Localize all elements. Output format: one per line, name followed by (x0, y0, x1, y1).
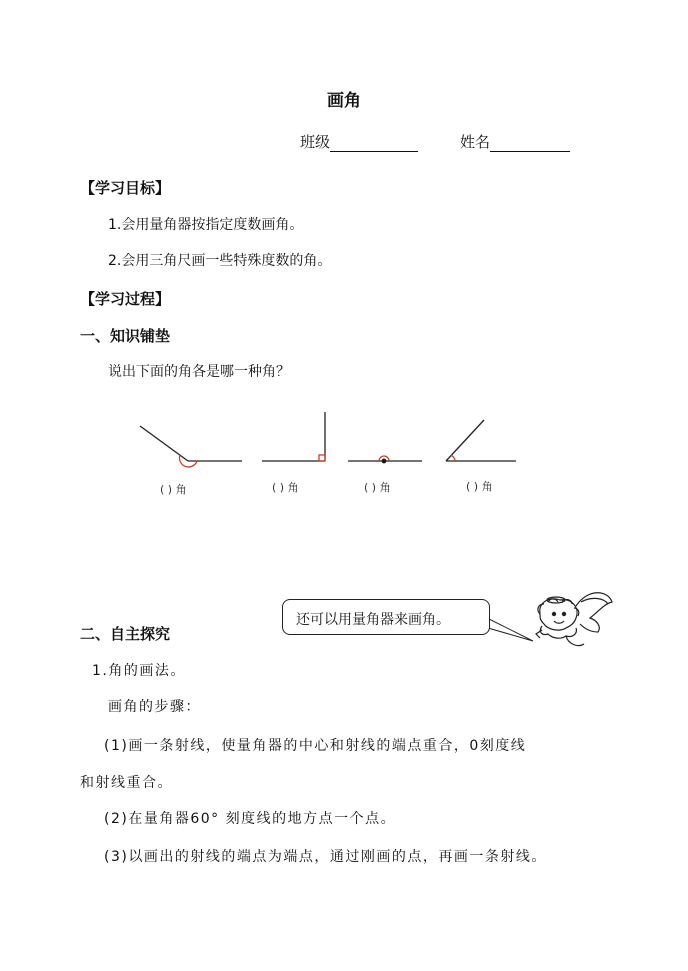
process-heading: 【学习过程】 (80, 290, 171, 308)
angle-prompt: 说出下面的角各是哪一种角？ (108, 364, 290, 380)
angel-icon (526, 588, 616, 668)
steps-label: 画角的步骤： (108, 699, 201, 715)
angle-label: ( ) 角 (466, 480, 493, 493)
objective-item: 2.会用三角尺画一些特殊度数的角。 (108, 253, 332, 269)
objective-item: 1.会用量角器按指定度数画角。 (108, 217, 304, 233)
angle-label: ( ) 角 (364, 481, 391, 494)
page-title: 画角 (327, 91, 361, 111)
step-1-line-1: (1)画一条射线，使量角器的中心和射线的端点重合，0刻度线 (104, 738, 527, 754)
angle-label: ( ) 角 (160, 483, 187, 496)
step-1-line-2: 和射线重合。 (80, 775, 173, 791)
angle-label: ( ) 角 (272, 481, 299, 494)
method-item: 1.角的画法。 (92, 663, 186, 679)
objectives-heading: 【学习目标】 (80, 179, 171, 197)
name-label: 姓名 (460, 133, 491, 151)
step-2: (2)在量角器60° 刻度线的地方点一个点。 (104, 811, 397, 827)
step-3: (3)以画出的射线的端点为端点，通过刚画的点，再画一条射线。 (104, 849, 547, 865)
section1-heading: 一、知识铺垫 (80, 327, 171, 345)
section2-heading: 二、自主探究 (80, 625, 171, 643)
class-label: 班级 (300, 133, 331, 151)
speech-bubble: 还可以用量角器来画角。 (282, 599, 490, 635)
